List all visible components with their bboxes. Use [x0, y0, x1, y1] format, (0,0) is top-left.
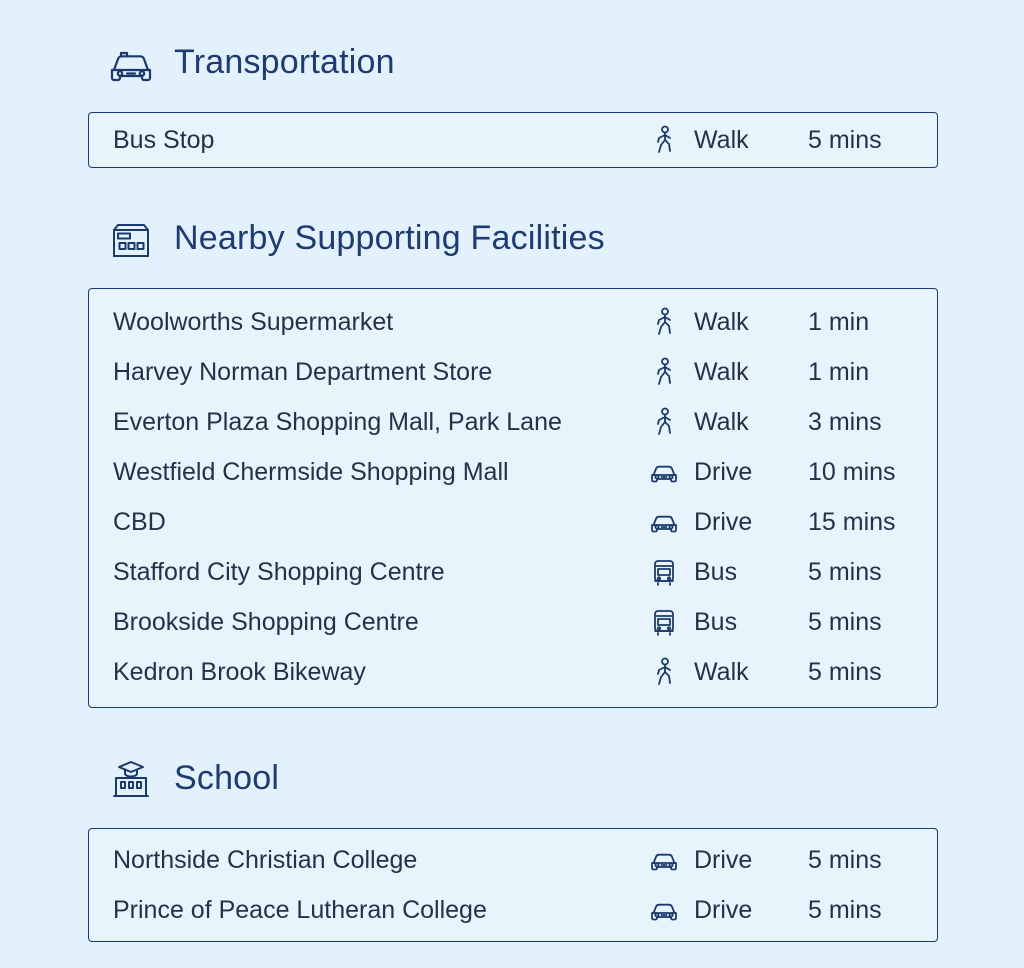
row-travel-time: 1 min	[808, 307, 870, 336]
section-title: School	[174, 759, 280, 798]
row-mode	[648, 124, 808, 156]
row-place-name: Brookside Shopping Centre	[113, 607, 419, 636]
row-travel-time: 3 mins	[808, 407, 882, 436]
table-row	[89, 297, 937, 347]
car-icon	[648, 844, 680, 876]
row-place-name: Stafford City Shopping Centre	[113, 557, 445, 586]
row-mode-label: Bus	[694, 607, 738, 636]
row-travel-time: 10 mins	[808, 457, 896, 486]
section-nearby-supporting-facilities	[0, 168, 1024, 708]
row-mode	[648, 556, 808, 588]
table-row	[89, 447, 937, 497]
section-transportation	[0, 0, 1024, 168]
section-header-facilities	[0, 212, 1024, 266]
table-row	[89, 113, 937, 167]
section-school	[0, 708, 1024, 942]
table-row	[89, 835, 937, 885]
car-icon	[104, 36, 158, 90]
row-mode-label: Walk	[694, 407, 749, 436]
row-mode-label: Bus	[694, 557, 738, 586]
row-travel-time: 5 mins	[808, 657, 882, 686]
car-icon	[648, 894, 680, 926]
walking-person-icon	[648, 356, 680, 388]
row-mode-label: Walk	[694, 125, 749, 154]
row-place-name: Westfield Chermside Shopping Mall	[113, 457, 509, 486]
row-mode	[648, 606, 808, 638]
table-row	[89, 885, 937, 935]
row-travel-time: 5 mins	[808, 557, 882, 586]
row-place-name: Woolworths Supermarket	[113, 307, 394, 336]
table-row	[89, 397, 937, 447]
row-travel-time: 15 mins	[808, 507, 896, 536]
row-place-name: Kedron Brook Bikeway	[113, 657, 366, 686]
row-place-name: Harvey Norman Department Store	[113, 357, 493, 386]
mall-building-icon	[104, 212, 158, 266]
row-travel-time: 5 mins	[808, 125, 882, 154]
bus-icon	[648, 606, 680, 638]
row-mode-label: Walk	[694, 307, 749, 336]
row-mode-label: Walk	[694, 357, 749, 386]
walking-person-icon	[648, 306, 680, 338]
row-travel-time: 5 mins	[808, 607, 882, 636]
walking-person-icon	[648, 124, 680, 156]
graduation-building-icon	[104, 752, 158, 806]
car-icon	[648, 456, 680, 488]
walking-person-icon	[648, 406, 680, 438]
transportation-table	[88, 112, 938, 168]
row-place-name: Everton Plaza Shopping Mall, Park Lane	[113, 407, 562, 436]
row-place-name: Prince of Peace Lutheran College	[113, 895, 487, 924]
table-row	[89, 497, 937, 547]
row-place-name: CBD	[113, 507, 166, 536]
row-mode	[648, 456, 808, 488]
row-mode-label: Drive	[694, 457, 753, 486]
row-place-name: Bus Stop	[113, 125, 215, 154]
table-row	[89, 547, 937, 597]
section-header-school	[0, 752, 1024, 806]
bus-icon	[648, 556, 680, 588]
row-mode	[648, 506, 808, 538]
row-mode	[648, 356, 808, 388]
row-travel-time: 1 min	[808, 357, 870, 386]
table-row	[89, 597, 937, 647]
table-row	[89, 347, 937, 397]
section-title: Nearby Supporting Facilities	[174, 219, 605, 258]
row-travel-time: 5 mins	[808, 845, 882, 874]
table-row	[89, 647, 937, 697]
row-mode	[648, 406, 808, 438]
row-mode-label: Drive	[694, 895, 753, 924]
row-mode	[648, 894, 808, 926]
section-header-transportation	[0, 36, 1024, 90]
section-title: Transportation	[174, 43, 395, 82]
row-mode	[648, 656, 808, 688]
row-mode-label: Drive	[694, 845, 753, 874]
row-travel-time: 5 mins	[808, 895, 882, 924]
walking-person-icon	[648, 656, 680, 688]
row-mode	[648, 306, 808, 338]
row-mode	[648, 844, 808, 876]
car-icon	[648, 506, 680, 538]
row-mode-label: Walk	[694, 657, 749, 686]
row-mode-label: Drive	[694, 507, 753, 536]
row-place-name: Northside Christian College	[113, 845, 418, 874]
school-table	[88, 828, 938, 942]
facilities-table	[88, 288, 938, 708]
